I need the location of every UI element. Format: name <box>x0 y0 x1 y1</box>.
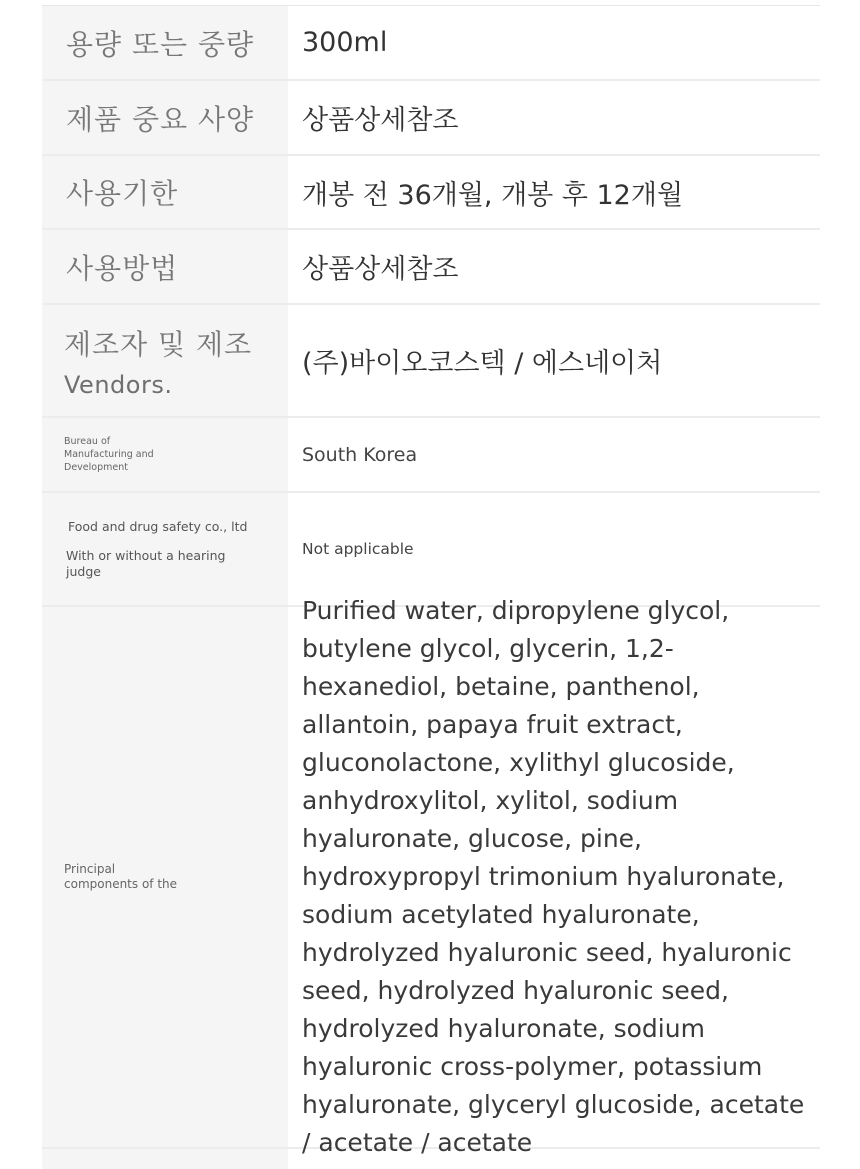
spec-value: 300ml <box>302 27 388 58</box>
spec-value <box>288 1149 820 1169</box>
spec-row-specs <box>42 81 820 156</box>
spec-value: 개봉 전 36개월, 개봉 후 12개월 <box>302 179 684 211</box>
spec-label: 제품 중요 사양 <box>42 81 288 154</box>
spec-row-safety <box>42 493 820 607</box>
spec-label <box>42 607 288 1147</box>
spec-value: (주)바이오코스텍 / 에스네이처 <box>302 348 663 379</box>
spec-value: 상품상세참조 <box>302 105 459 136</box>
spec-label <box>42 1149 288 1169</box>
spec-label-line1: 제조자 및 제조 <box>64 327 253 361</box>
spec-row-usage <box>42 230 820 305</box>
spec-value: 상품상세참조 <box>302 254 459 285</box>
spec-row-origin <box>42 418 820 493</box>
spec-label: 사용기한 <box>42 156 288 228</box>
spec-value: Not applicable <box>302 540 414 558</box>
spec-row-next <box>42 1149 820 1169</box>
spec-label <box>42 493 288 605</box>
spec-row-volume <box>42 6 820 81</box>
spec-row-ingredients <box>42 596 820 1157</box>
spec-label-line: components of the <box>64 877 178 891</box>
spec-label: 용량 또는 중량 <box>42 6 288 79</box>
spec-value: South Korea <box>302 443 418 466</box>
spec-label-line: Principal <box>64 862 116 876</box>
spec-row-manufacturer <box>42 305 820 418</box>
spec-row-expiry <box>42 156 820 230</box>
spec-label <box>42 418 288 491</box>
spec-label-line2: Vendors. <box>64 370 173 399</box>
spec-label-line: Manufacturing and <box>64 449 154 460</box>
spec-label <box>42 305 288 416</box>
product-spec-table <box>42 5 820 1169</box>
spec-label: 사용방법 <box>42 230 288 303</box>
spec-label-line: Development <box>64 462 128 473</box>
spec-label-line1: Food and drug safety co., ltd <box>68 518 248 534</box>
spec-label-line2: With or without a hearing judge <box>66 547 226 579</box>
spec-label-line: Bureau of <box>64 436 111 447</box>
spec-value: Purified water, dipropylene glycol, butylene glycol, glycerin, 1,2-hexanediol, betaine, panthenol, allantoin, papaya fruit extract, gluconolactone, xylithyl glucoside, anhydroxylitol, xylitol, sodium hyaluronate, glucose, pine, hydroxypropyl trimonium hyaluronate, sodium acetylated hyaluronate, hydrolyzed hyaluronic seed, hyaluronic seed, hydrolyzed hyaluronic seed, hydrolyzed hyaluronate, sodium hyaluronic cross-polymer, potassium hyaluronate, glyceryl glucoside, acetate / acetate / acetate <box>302 596 805 1157</box>
